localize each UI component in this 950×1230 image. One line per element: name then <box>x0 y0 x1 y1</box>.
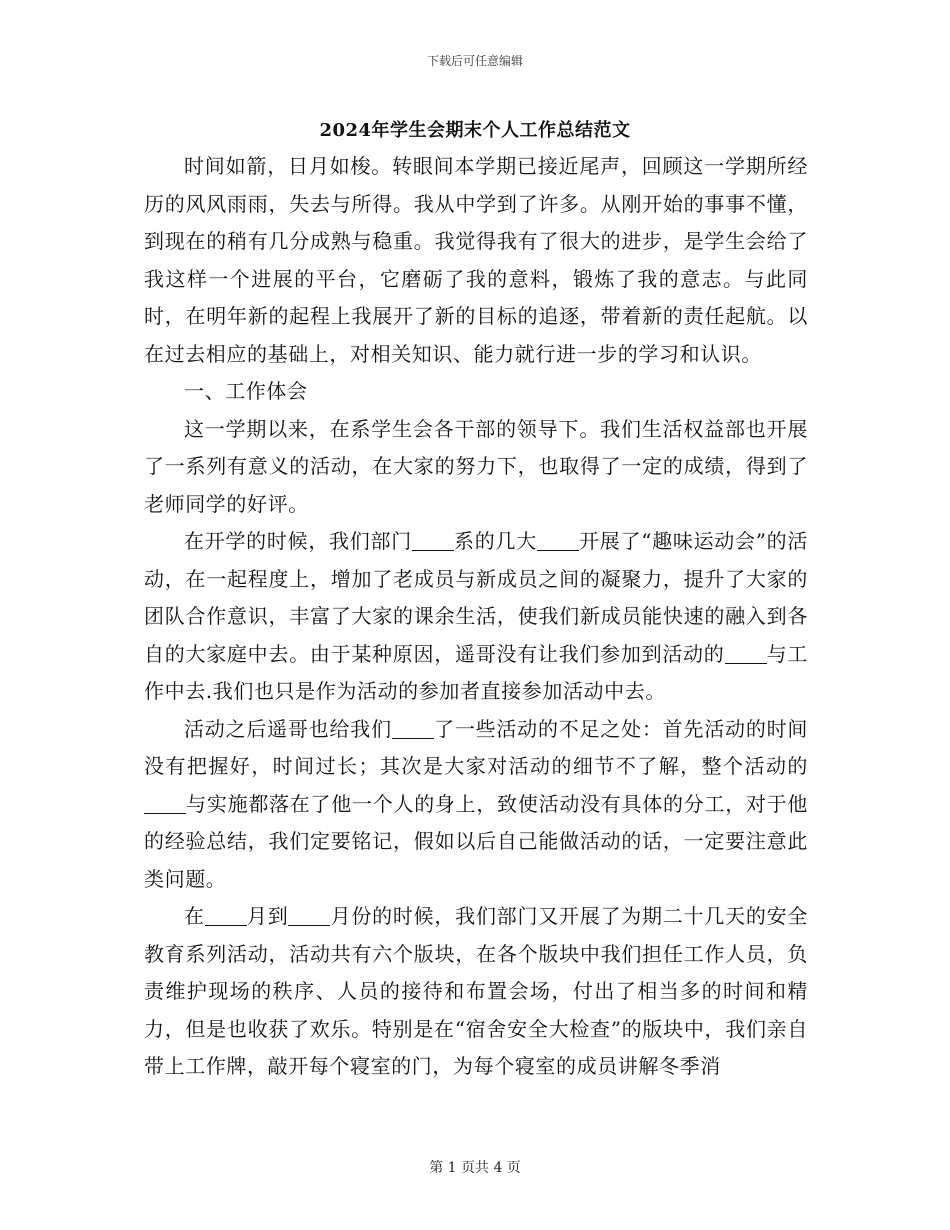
fill-in-blank <box>288 905 330 926</box>
paragraph-text: 月到 <box>246 904 289 928</box>
paragraph-text: 开展了“趣味运动会”的活动，在一起程度上，增加了老成员与新成员之间的凝聚力，提升了大家的团队合作意识，丰富了大家的课余生活，使我们新成员能快速的融入到各自的大家庭中去。由于某种原因，遥哥没有让我们参加到活动的 <box>144 529 808 666</box>
heading-text: 一、工作体会 <box>184 379 308 403</box>
fill-in-blank <box>144 793 186 814</box>
fill-in-blank <box>537 530 579 551</box>
section-heading-work-experience <box>144 373 808 411</box>
paragraph-sports-meet <box>144 523 808 711</box>
document-title: 2024年学生会期末个人工作总结范文 <box>319 120 631 141</box>
fill-in-blank <box>392 718 434 739</box>
paragraph-text: 与实施都落在了他一个人的身上，致使活动没有具体的分工，对于他的经验总结，我们定要铭记，假如以后自己能做活动的话，一定要注意此类问题。 <box>144 791 808 891</box>
page-number-footer: 第 1 页共 4 页 <box>429 1160 521 1176</box>
paragraph-safety-education <box>144 898 808 1086</box>
paragraph-semester-overview <box>144 411 808 524</box>
paragraph-text: 时间如箭，日月如梭。转眼间本学期已接近尾声，回顾这一学期所经历的风风雨雨，失去与所得。我从中学到了许多。从刚开始的事事不懂，到现在的稍有几分成熟与稳重。我觉得我有了很大的进步，是学生会给了我这样一个进展的平台，它磨砺了我的意料，锻炼了我的意志。与此同时，在明年新的起程上我展开了新的目标的追逐，带着新的责任起航。以在过去相应的基础上，对相关知识、能力就行进一步的学习和认识。 <box>144 154 808 366</box>
paragraph-activity-review <box>144 711 808 899</box>
paragraph-text: 系的几大 <box>453 529 537 553</box>
paragraph-intro <box>144 148 808 373</box>
fill-in-blank <box>205 905 247 926</box>
paragraph-text: 与工作中去.我们也只是作为活动的参加者直接参加活动中去。 <box>144 641 808 703</box>
paragraph-text: 在 <box>184 904 205 928</box>
paragraph-text: 在开学的时候，我们部门 <box>184 529 412 553</box>
paragraph-text: 这一学期以来，在系学生会各干部的领导下。我们生活权益部也开展了一系列有意义的活动，在大家的努力下，也取得了一定的成绩，得到了老师同学的好评。 <box>144 416 808 516</box>
fill-in-blank <box>412 530 454 551</box>
paragraph-text: 活动之后遥哥也给我们 <box>184 716 392 741</box>
document-body <box>144 148 808 1086</box>
paragraph-text: 月份的时候，我们部门又开展了为期二十几天的安全教育系列活动，活动共有六个版块，在各个版块中我们担任工作人员，负责维护现场的秩序、人员的接待和布置会场，付出了相当多的时间和精力，但是也收获了欢乐。特别是在“宿舍安全大检查”的版块中，我们亲自带上工作牌，敲开每个寝室的门，为每个寝室的成员讲解冬季消 <box>144 904 808 1078</box>
fill-in-blank <box>725 643 767 664</box>
paragraph-text: 了一些活动的不足之处：首先活动的时间没有把握好，时间过长；其次是大家对活动的细节不了解，整个活动的 <box>144 716 808 778</box>
page-header-note: 下载后可任意编辑 <box>426 54 523 68</box>
